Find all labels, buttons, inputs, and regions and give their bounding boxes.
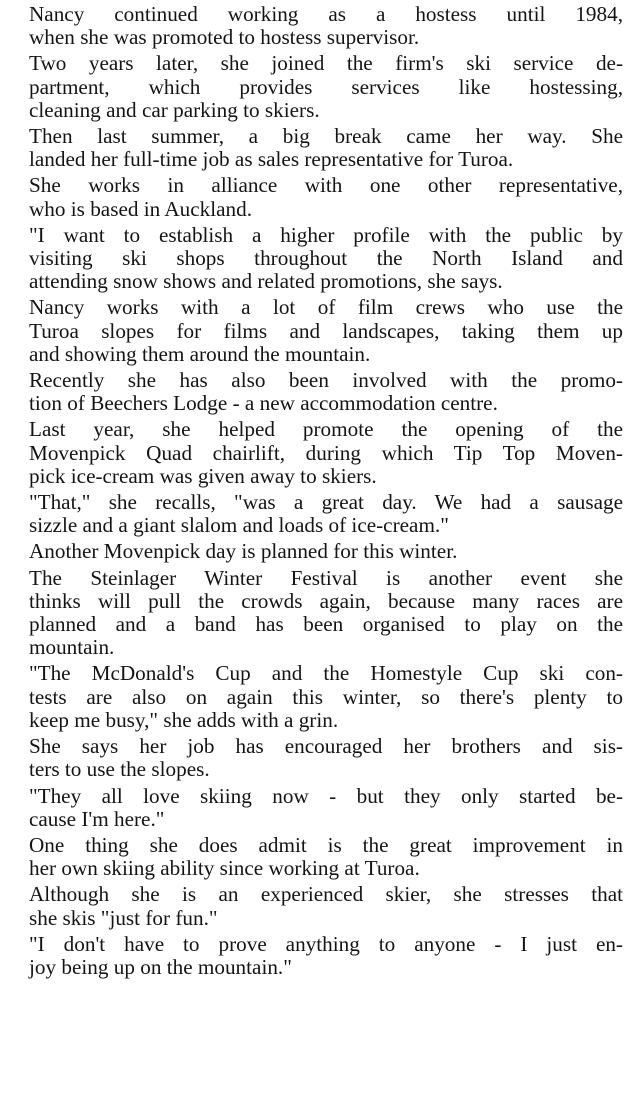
article-paragraph (8, 296, 623, 366)
paragraph-line: attending snow shows and related promotions, she says. (29, 269, 503, 294)
article-paragraph (8, 174, 623, 220)
paragraph-line: Nancy continued working as a hostess until 1984, (29, 2, 623, 26)
paragraph-line: Nancy works with a lot of film crews who use the (29, 295, 623, 320)
paragraph-line: and showing them around the mountain. (29, 341, 371, 366)
article-paragraph (8, 491, 623, 537)
paragraph-line: "I want to establish a higher profile with the public by (29, 222, 623, 247)
article-paragraph (8, 883, 623, 929)
paragraph-line: She works in alliance with one other representative, (29, 173, 623, 198)
paragraph-line: Movenpick Quad chairlift, during which Tip Top Moven- (29, 440, 623, 465)
paragraph-line: tion of Beechers Lodge - a new accommodation centre. (29, 391, 498, 416)
paragraph-line: planned and a band has been organised to play on the (29, 612, 623, 637)
article-paragraph (8, 785, 623, 831)
paragraph-line: Recently she has also been involved with the promo- (29, 368, 623, 393)
article-paragraph (8, 52, 623, 122)
article-paragraph (8, 418, 623, 488)
paragraph-line: pick ice-cream was given away to skiers. (29, 463, 377, 488)
paragraph-line: when she was promoted to hostess supervisor. (29, 25, 420, 50)
article-paragraph (8, 735, 623, 781)
paragraph-line: ters to use the slopes. (29, 757, 210, 782)
paragraph-line: joy being up on the mountain." (29, 954, 292, 979)
paragraph-line: mountain. (29, 635, 115, 660)
paragraph-line: She says her job has encouraged her brothers and sis- (29, 734, 623, 759)
paragraph-line: Two years later, she joined the firm's ski service de- (29, 51, 623, 76)
paragraph-line: tests are also on again this winter, so there's plenty to (29, 684, 623, 709)
paragraph-line: landed her full-time job as sales representative for Turoa. (29, 147, 514, 172)
article-paragraph (8, 540, 623, 563)
paragraph-line: she skis "just for fun." (29, 905, 218, 930)
article-paragraph (8, 3, 623, 49)
paragraph-line: cause I'm here." (29, 806, 165, 831)
paragraph-line: visiting ski shops throughout the North Island and (29, 246, 623, 271)
paragraph-line: Turoa slopes for films and landscapes, taking them up (29, 318, 623, 343)
paragraph-line: cleaning and car parking to skiers. (29, 97, 320, 122)
article-paragraph (8, 125, 623, 171)
paragraph-line: who is based in Auckland. (29, 196, 253, 221)
article-paragraph (8, 369, 623, 415)
paragraph-line: One thing she does admit is the great improvement in (29, 832, 623, 857)
paragraph-line: The Steinlager Winter Festival is another event she (29, 565, 623, 590)
paragraph-line: Then last summer, a big break came her way. She (29, 124, 623, 149)
article-paragraph (8, 834, 623, 880)
paragraph-line: "That," she recalls, "was a great day. We had a sausage (29, 490, 623, 515)
article-paragraph (8, 224, 623, 294)
paragraph-line: Last year, she helped promote the opening of the (29, 417, 623, 442)
paragraph-line: "They all love skiing now - but they only started be- (29, 783, 623, 808)
paragraph-line: partment, which provides services like hostessing, (29, 74, 623, 99)
article-paragraph (8, 933, 623, 979)
paragraph-line: "I don't have to prove anything to anyone - I just en- (29, 931, 623, 956)
paragraph-line: thinks will pull the crowds again, because many races are (29, 588, 623, 613)
article-paragraph (8, 567, 623, 660)
paragraph-line: Another Movenpick day is planned for this winter. (29, 539, 458, 564)
article-paragraph (8, 662, 623, 732)
paragraph-line: her own skiing ability since working at Turoa. (29, 856, 420, 881)
paragraph-line: "The McDonald's Cup and the Homestyle Cup ski con- (29, 661, 623, 686)
paragraph-line: sizzle and a giant slalom and loads of ice-cream." (29, 513, 449, 538)
paragraph-line: Although she is an experienced skier, she stresses that (29, 882, 623, 907)
paragraph-line: keep me busy," she adds with a grin. (29, 707, 339, 732)
